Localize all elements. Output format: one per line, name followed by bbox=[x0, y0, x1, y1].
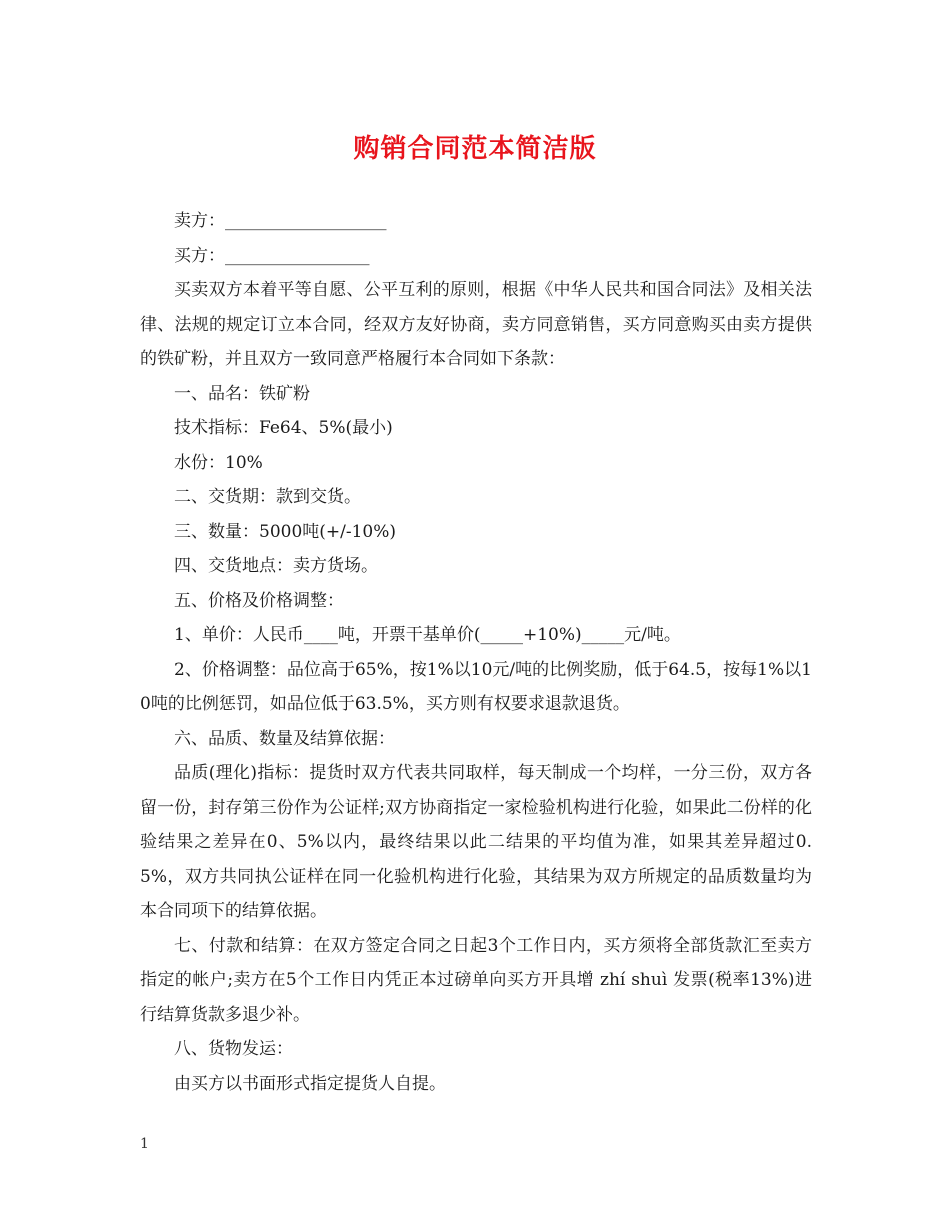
seller-line: 卖方：___________________ bbox=[174, 211, 387, 231]
clause-tech-spec: 技术指标：Fe64、5%(最小) bbox=[174, 418, 393, 438]
clause-unit-price: 1、单价：人民币____吨，开票干基单价(_____+10%)_____元/吨。 bbox=[174, 625, 681, 645]
page-number: 1 bbox=[140, 1136, 149, 1152]
clause-price-heading: 五、价格及价格调整： bbox=[174, 590, 344, 611]
clause-product-name: 一、品名：铁矿粉 bbox=[174, 383, 310, 404]
document-title: 购销合同范本简洁版 bbox=[353, 134, 597, 164]
buyer-line: 买方：_________________ bbox=[174, 245, 370, 266]
clause-payment: 七、付款和结算：在双方签定合同之日起3个工作日内，买方须将全部货款汇至卖方指定的帐户;卖方在5个工作日内凭正本过磅单向买方开具增 zhí shuì 发票(税率13%)进行结算货款多退少补。 bbox=[140, 935, 812, 1025]
clause-price-adjustment: 2、价格调整：品位高于65%，按1%以10元/吨的比例奖励，低于64.5，按每1%以10吨的比例惩罚，如品位低于63.5%，买方则有权要求退款退货。 bbox=[140, 659, 812, 714]
clause-shipping: 由买方以书面形式指定提货人自提。 bbox=[174, 1073, 446, 1094]
preamble-paragraph: 买卖双方本着平等自愿、公平互利的原则，根据《中华人民共和国合同法》及相关法律、法规的规定订立本合同，经双方友好协商，卖方同意销售，买方同意购买由卖方提供的铁矿粉，并且双方一致同意严格履行本合同如下条款： bbox=[140, 280, 812, 369]
clause-quality-heading: 六、品质、数量及结算依据： bbox=[174, 728, 395, 749]
clause-delivery-period: 二、交货期：款到交货。 bbox=[174, 487, 361, 507]
clause-quality-index: 品质(理化)指标：提货时双方代表共同取样，每天制成一个均样，一分三份，双方各留一份，封存第三份作为公证样;双方协商指定一家检验机构进行化验，如果此二份样的化验结果之差异在0、5%以内，最终结果以此二结果的平均值为准，如果其差异超过0.5%，双方共同执公证样在同一化验机构进行化验，其结果为双方所规定的品质数量均为本合同项下的结算依据。 bbox=[140, 763, 812, 921]
clause-delivery-location: 四、交货地点：卖方货场。 bbox=[174, 556, 378, 576]
clause-quantity: 三、数量：5000吨(+/-10%) bbox=[174, 521, 397, 542]
clause-moisture: 水份：10% bbox=[174, 452, 263, 473]
clause-shipping-heading: 八、货物发运： bbox=[174, 1039, 293, 1059]
document-body bbox=[140, 204, 812, 1101]
